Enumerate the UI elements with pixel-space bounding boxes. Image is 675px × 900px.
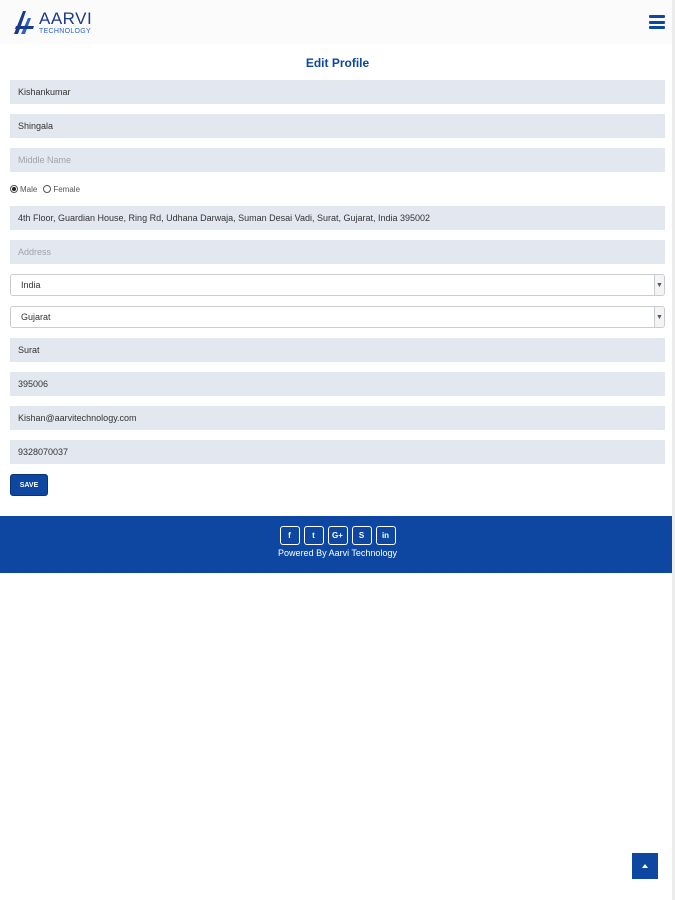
logo-subtitle: TECHNOLOGY xyxy=(39,27,92,35)
twitter-icon[interactable]: t xyxy=(304,526,324,545)
edit-profile-form xyxy=(0,80,675,496)
powered-by-text: Powered By Aarvi Technology xyxy=(278,548,397,558)
gender-female-label: Female xyxy=(53,184,81,194)
state-select[interactable] xyxy=(10,306,665,328)
address-line2-input[interactable] xyxy=(10,240,665,264)
gender-female-radio[interactable] xyxy=(43,185,80,194)
radio-unchecked-icon[interactable] xyxy=(43,185,51,193)
chevron-down-icon[interactable]: ▼ xyxy=(654,275,664,295)
first-name-input[interactable] xyxy=(10,80,665,104)
email-input[interactable] xyxy=(10,406,665,430)
footer xyxy=(0,516,675,573)
social-links xyxy=(278,526,398,545)
facebook-icon[interactable]: f xyxy=(280,526,300,545)
chevron-up-icon xyxy=(642,864,648,868)
logo-mark-icon xyxy=(12,8,38,36)
page-title: Edit Profile xyxy=(305,56,370,70)
linkedin-icon[interactable]: in xyxy=(376,526,396,545)
address-line1-input[interactable] xyxy=(10,206,665,230)
back-to-top-button[interactable] xyxy=(632,853,658,879)
gender-male-label: Male xyxy=(20,184,38,194)
pincode-input[interactable] xyxy=(10,372,665,396)
logo-text xyxy=(39,10,92,35)
chevron-down-icon[interactable]: ▼ xyxy=(654,307,664,327)
top-bar xyxy=(0,0,675,44)
gender-male-radio[interactable] xyxy=(10,185,37,194)
skype-icon[interactable]: S xyxy=(352,526,372,545)
hamburger-icon[interactable] xyxy=(649,15,665,29)
logo-name: AARVI xyxy=(39,8,93,28)
google-plus-icon[interactable]: G+ xyxy=(328,526,348,545)
gender-radio-group xyxy=(10,178,665,200)
city-input[interactable] xyxy=(10,338,665,362)
radio-checked-icon[interactable] xyxy=(10,185,18,193)
middle-name-input[interactable] xyxy=(10,148,665,172)
logo[interactable] xyxy=(12,8,92,36)
last-name-input[interactable] xyxy=(10,114,665,138)
save-button[interactable]: SAVE xyxy=(10,474,48,496)
country-selected-value: India xyxy=(21,280,41,290)
phone-input[interactable] xyxy=(10,440,665,464)
country-select[interactable] xyxy=(10,274,665,296)
state-selected-value: Gujarat xyxy=(21,312,51,322)
